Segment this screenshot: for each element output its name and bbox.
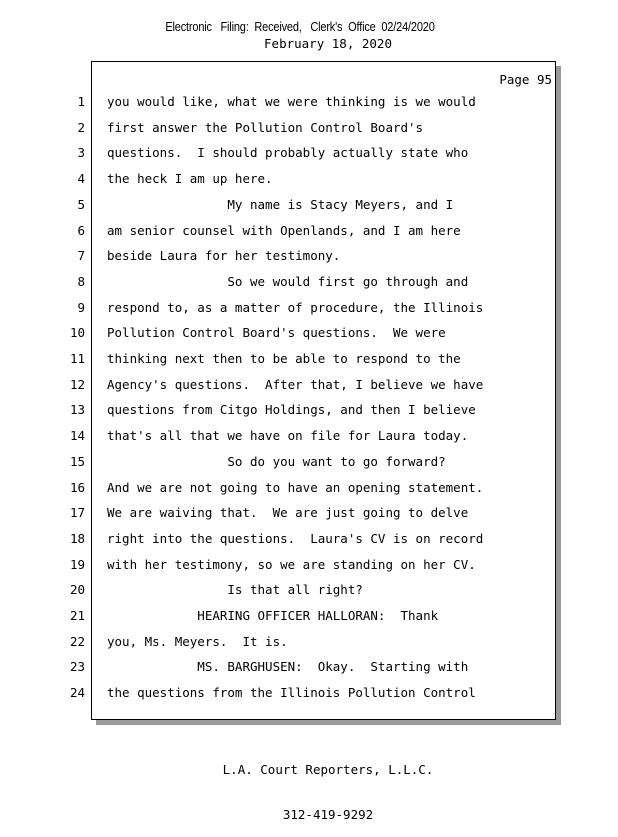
line-text: right into the questions. Laura's CV is on record (107, 530, 484, 546)
line-number: 10 (69, 325, 85, 341)
line-number: 13 (69, 402, 85, 418)
line-text: beside Laura for her testimony. (107, 248, 341, 264)
transcript-date: February 18, 2020 (264, 36, 392, 51)
line-number: 7 (77, 248, 85, 264)
line-text: MS. BARGHUSEN: Okay. Starting with (107, 659, 469, 675)
line-number: 11 (69, 351, 85, 366)
transcript-line (0, 500, 540, 526)
line-text: that's all that we have on file for Laura today. (107, 428, 469, 444)
line-text: So we would first go through and (107, 273, 469, 289)
line-number: 6 (77, 222, 85, 238)
line-text: And we are not going to have an opening statement. (107, 479, 484, 495)
transcript-line (0, 243, 540, 269)
line-text: My name is Stacy Meyers, and I (107, 196, 454, 212)
transcript-line (0, 449, 540, 475)
line-number: 23 (69, 659, 85, 675)
line-number: 12 (69, 376, 85, 392)
transcript-line (0, 166, 540, 192)
transcript-line (0, 680, 540, 706)
transcript-line (0, 654, 540, 680)
transcript-line (0, 603, 540, 629)
line-text: Agency's questions. After that, I believe we have (107, 376, 484, 392)
transcript-line (0, 295, 540, 321)
line-number: 4 (77, 171, 85, 187)
transcript-line (0, 552, 540, 578)
transcript-line (0, 423, 540, 449)
line-number: 9 (77, 299, 85, 315)
page-number: Page 95 (499, 72, 552, 87)
line-text: questions. I should probably actually state who (107, 145, 469, 161)
line-number: 16 (69, 479, 85, 495)
line-number: 20 (69, 582, 85, 598)
transcript-line (0, 372, 540, 398)
transcript-line (0, 475, 540, 501)
transcript-line (0, 526, 540, 552)
line-number: 14 (69, 428, 85, 444)
line-text: respond to, as a matter of procedure, the Illinois (107, 299, 484, 315)
transcript-line (0, 218, 540, 244)
transcript-line (0, 346, 540, 372)
transcript-line (0, 140, 540, 166)
transcript-line (0, 629, 540, 655)
footer-company: L.A. Court Reporters, L.L.C. (222, 762, 434, 777)
line-number: 8 (77, 273, 85, 289)
transcript-line (0, 577, 540, 603)
line-number: 22 (69, 633, 85, 649)
line-number: 21 (69, 608, 85, 623)
line-text: HEARING OFFICER HALLORAN: Thank (107, 608, 439, 623)
line-text: with her testimony, so we are standing on her CV. (107, 556, 476, 572)
line-text: the questions from the Illinois Pollution Control (107, 685, 476, 701)
filing-stamp: Electronic Filing: Received, Clerk's Office 02/24/2020 (165, 20, 435, 34)
line-text: you, Ms. Meyers. It is. (107, 633, 288, 649)
line-text: am senior counsel with Openlands, and I am here (107, 222, 461, 238)
line-number: 15 (69, 453, 85, 469)
line-number: 17 (69, 505, 85, 521)
footer (0, 732, 618, 837)
line-text: the heck I am up here. (107, 171, 273, 187)
line-text: you would like, what we were thinking is we would (107, 94, 476, 109)
line-text: Is that all right? (107, 582, 363, 598)
line-number: 2 (77, 119, 85, 135)
transcript-line (0, 115, 540, 141)
line-number: 3 (77, 145, 85, 161)
line-number: 5 (77, 196, 85, 212)
transcript-line (0, 89, 540, 115)
line-text: We are waiving that. We are just going to delve (107, 505, 469, 521)
line-text: thinking next then to be able to respond to the (107, 351, 461, 366)
line-number: 18 (69, 530, 85, 546)
transcript-line (0, 269, 540, 295)
transcript-line (0, 320, 540, 346)
line-number: 1 (77, 94, 85, 109)
line-text: questions from Citgo Holdings, and then I believe (107, 402, 476, 418)
line-number: 19 (69, 556, 85, 572)
line-number: 24 (69, 685, 85, 701)
line-text: So do you want to go forward? (107, 453, 446, 469)
line-text: Pollution Control Board's questions. We were (107, 325, 446, 341)
transcript-line (0, 192, 540, 218)
transcript-line (0, 397, 540, 423)
line-text: first answer the Pollution Control Board's (107, 119, 424, 135)
footer-phone: 312-419-9292 (282, 807, 374, 822)
